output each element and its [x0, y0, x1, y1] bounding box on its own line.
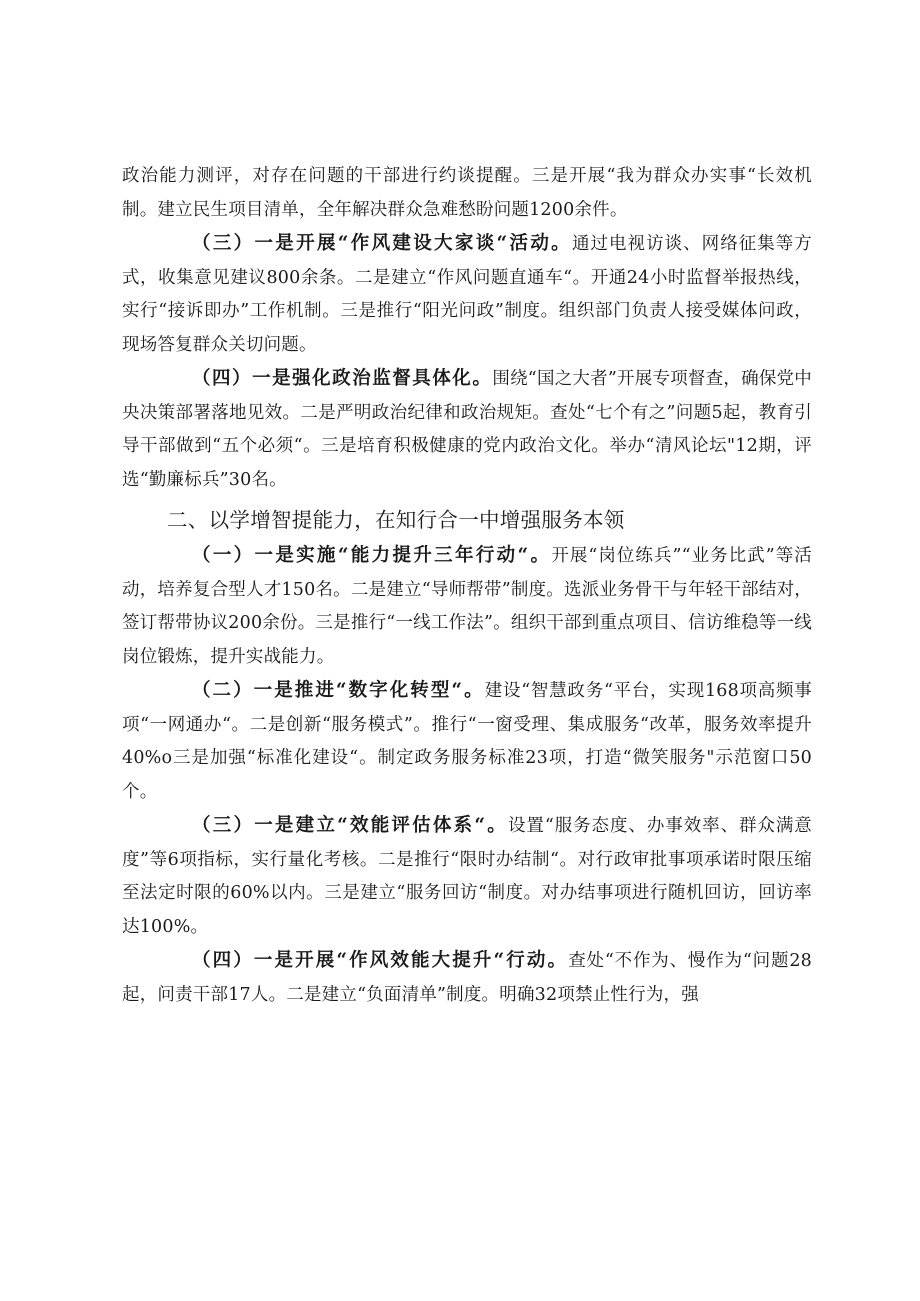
paragraph-lead: （四）一是强化政治监督具体化。 — [192, 368, 493, 389]
paragraph-lead: （三）一是开展“作风建设大家谈“活动。 — [192, 233, 572, 254]
paragraph-lead: （二）一是推进“数字化转型“。 — [192, 680, 485, 701]
paragraph-continuation — [122, 160, 812, 227]
paragraph-body: 查处“不作为、慢作为“问题28起，问责干部17人。二是建立“负面清单”制度。明确32项禁止性行为，强 — [122, 951, 812, 1005]
paragraph-lead: （一）一是实施“能力提升三年行动“。 — [192, 545, 552, 566]
section-paragraph-2 — [122, 674, 812, 809]
paragraph-item-3 — [122, 227, 812, 362]
paragraph-body: 开展“岗位练兵”“业务比武”等活动，培养复合型人才150名。二是建立“导师帮带”制度。选派业务骨干与年轻干部结对，签订帮带协议200余份。三是推行“一线工作法”。组织干部到重点项目、信访维稳等一线岗位锻炼，提升实战能力。 — [122, 546, 812, 667]
section-paragraph-1 — [122, 539, 812, 674]
section-heading: 二、以学增智提能力，在知行合一中增强服务本领 — [167, 508, 625, 532]
document-body — [122, 160, 812, 1012]
paragraph-lead: （四）一是开展“作风效能大提升“行动。 — [192, 950, 569, 971]
paragraph-body: 建设“智慧政务“平台，实现168项高频事项“一网通办“。二是创新“服务模式”。推行“一窗受理、集成服务“改革，服务效率提升40%o三是加强“标准化建设“。制定政务服务标准23项，打造“微笑服务"示范窗口50个。 — [122, 681, 812, 802]
paragraph-item-4 — [122, 362, 812, 497]
paragraph-body: 通过电视访谈、网络征集等方式，收集意见建议800余条。二是建立“作风问题直通车“。开通24小时监督举报热线，实行“接诉即办”工作机制。三是推行“阳光问政”制度。组织部门负责人接受媒体问政，现场答复群众关切问题。 — [122, 234, 812, 355]
paragraph-body: 设置“服务态度、办事效率、群众满意度”等6项指标，实行量化考核。二是推行“限时办结制“。对行政审批事项承诺时限压缩至法定时限的60%以内。三是建立“服务回访“制度。对办结事项进行随机回访，回访率达100%。 — [122, 816, 812, 937]
paragraph-body: 围绕“国之大者”开展专项督查，确保党中央决策部署落地见效。二是严明政治纪律和政治规矩。查处“七个有之”问题5起，教育引导干部做到“五个必须“。三是培育积极健康的党内政治文化。举办“清风论坛"12期，评选“勤廉标兵”30名。 — [122, 369, 812, 490]
paragraph-body: 政治能力测评，对存在问题的干部进行约谈提醒。三是开展“我为群众办实事“长效机制。建立民生项目清单，全年解决群众急难愁盼问题1200余件。 — [122, 166, 812, 220]
paragraph-lead: （三）一是建立“效能评估体系“。 — [192, 815, 508, 836]
section-paragraph-3 — [122, 809, 812, 944]
section-paragraph-4 — [122, 944, 812, 1012]
